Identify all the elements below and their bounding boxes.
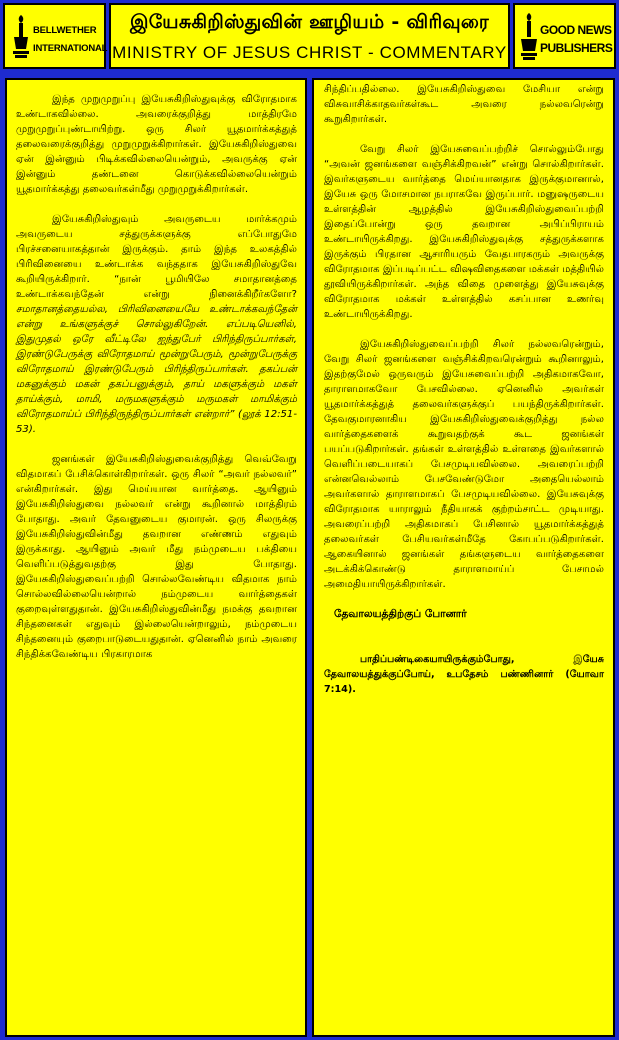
section-heading: தேவாலயத்திற்குப் போனார்: [334, 608, 467, 620]
paragraph: இயேசுகிறிஸ்துவைப்பற்றி சிலர் நல்லவரென்றும், வேறு சிலர் ஜனங்களை வஞ்சிக்கிறவரென்றும் கூறினாலும், இதற்குமேல் ஒருவரும் இயேசுவைப்பற்றி அதிகமாகவோ, தாராளமாகவோ பேசவில்லை. ஏனெனில் அவர்கள் யூதமார்க்கத்துத் தலைவர்களுக்குப் பயந்திருக்கிறார்கள். தேவகுமாரனாகிய இயேசுகிறிஸ்துவைக்குறித்து நல்ல வார்த்தைகளைக் கூறுவதற்குக் கூட ஜனங்கள் பயப்படுகிறார்கள். தங்கள் உள்ளத்தில் உள்ளதை இவர்களால் வெளிப்படையாகப் பேசமுடியவில்லை. அவரைப்பற்றி என்னவெல்லாம் பேசவேண்டுமோ அதையெல்லாம் அவர்களால் தாராளமாகப் பேசமுடியவில்லை. இயேசுவுக்கு விரோதமாக யாராலும் நீதியாகக் குற்றம்சாட்ட முடியாது. அவரைப்பற்றி அதிகமாகப் பேசினால் யூதமார்க்கத்துத் தலைவர்கள் பேசியவர்கள்மீதே கோபப்படுகிறார்கள். ஆகையினால் ஜனங்கள் தங்களுடைய வார்த்தைகளை அடக்கிக்கொண்டு தாராளமாய்ப் பேசாமல் அமைதியாயிருக்கிறார்கள்.: [324, 339, 604, 590]
right-logo-line2: PUBLISHERS: [540, 41, 613, 55]
paragraph-text-italic: சமாதானத்தையல்ல, பிரிவினையையே உண்டாக்கவந்தேன் என்று உங்களுக்குச் சொல்லுகிறேன். எப்படியெனில், இதுமுதல் ஒரே வீட்டிலே ஐந்துபேர் பிரிந்திருப்பார்கள், இரண்டுபேருக்கு விரோதமாய் மூன்றுபேரும், மூன்றுபேருக்கு விரோதமாய் இரண்டுபேரும் பிரிந்திருப்பார்கள். தகப்பன் மகனுக்கும் மகன் தகப்பனுக்கும், தாய் மகளுக்கும் மகள் தாய்க்கும், மாமி, மருமகளுக்கும் மருமகள் மாமிக்கும் விரோதமாய்ப் பிரிந்திருந்திருப்பார்கள் என்றார்” (லூக் 12:51-53).: [16, 304, 297, 435]
bellwether-logo: [11, 13, 108, 61]
left-column: [5, 78, 307, 1037]
left-logo-line1: BELLWETHER: [33, 25, 97, 36]
paragraph: [16, 212, 297, 437]
header: [3, 3, 616, 71]
open-book-icon: [520, 11, 538, 61]
title-box: [109, 3, 510, 69]
bellwether-logo-box: [3, 3, 106, 69]
page-title-english: MINISTRY OF JESUS CHRIST - COMMENTARY: [112, 43, 507, 62]
right-column: [312, 78, 615, 1037]
left-logo-line2: INTERNATIONAL: [33, 43, 108, 54]
good-news-logo: [520, 11, 612, 63]
paragraph: ஜனங்கள் இயேசுகிறிஸ்துவைக்குறித்து வெவ்வேறு விதமாகப் பேசிக்கொள்கிறார்கள். ஒரு சிலர் “அவர் நல்லவர்” என்கிறார்கள். இது மெய்யான வார்த்தை. ஆயினும் இயேசுகிறிஸ்துவை நல்லவர் என்று கூறினால் மாத்திரம் போதாது. அவர் தேவனுடைய குமாரன். ஒரு சிலருக்கு இயேசுகிறிஸ்துவின்மீது தவறான எண்ணம் எதுவும் இருக்காது. ஆயினும் அவர் மீது நம்முடைய பக்தியை வெளிப்படுத்துவதற்கு இது போதாது. இயேசுகிறிஸ்துவைப்பற்றி சொல்லவேண்டிய விதமாக நாம் சொல்லவில்லையென்றால் நம்முடைய வார்த்தைகள் குறைவுள்ளதுதான். இயேசுகிறிஸ்துவின்மீது நமக்கு தவறான சிந்தனைகள் எதுவும் இல்லையென்றாலும், நம்முடைய சிந்தனையும் குறைபாடுடையதுதான். ஏனெனில் நாம் அவரை சிந்திக்கவேண்டிய பிரகாரமாக: [16, 454, 297, 660]
scripture-verse: பாதிப்பண்டிகையாயிருக்கும்போது, இயேசு தேவாலயத்துக்குப்போய், உபதேசம் பண்ணினார் (யோவா 7:14).: [324, 654, 604, 695]
paragraph: இந்த முறுமுறுப்பு இயேசுகிறிஸ்துவுக்கு விரோதமாக உண்டாகவில்லை. அவரைக்குறித்து மாத்திரமே முறுமுறுப்புண்டாயிற்று. ஒரு சிலர் யூதமார்க்கத்துத் தலைவரைக்குறித்து முறுமுறுக்கிறார்கள். இயேசுகிறிஸ்துவை ஏன் இன்னும் பிடிக்கவில்லையென்றும், அவருக்கு ஏன் இன்னும் தண்டனை கொடுக்கவில்லையென்றும் யூதமார்க்கத்து தலைவர்கள்மீது முறுமுறுக்கிறார்கள்.: [16, 94, 297, 195]
paragraph: வேறு சிலர் இயேசுவைப்பற்றிச் சொல்லும்போது “அவன் ஜனங்களை வஞ்சிக்கிறவன்” என்று சொல்கிறார்கள். இவர்களுடைய வார்த்தை மெய்யானதாக இருக்குமானால், இயேசு ஒரு மோசமான நபராகவே இருப்பார். மனுஷருடைய உள்ளத்தின் ஆழத்தில் இயேசுகிறிஸ்துவைப்பற்றி இதைப்போன்று ஒரு தவறான அபிப்பிராயம் உண்டாயிருக்கிறது. இயேசுகிறிஸ்துவுக்கு சத்துருக்களாக இருக்கும் பிரதான ஆசாரியரும் வேதபாரகரும் அவருக்கு விரோதமாக இப்படிப்பட்ட விஷவிதைகளை மக்கள் மத்தியில் தூவியிருக்கிறார்கள். அந்த விதை முளைத்து இயேசுவுக்கு விரோதமாக மக்கள் உள்ளத்தில் கசப்பான உணர்வு உண்டாயிருக்கிறது.: [324, 144, 604, 320]
bellwether-sheep-icon: [11, 13, 31, 59]
good-news-logo-box: [513, 3, 616, 69]
paragraph: சிந்திப்பதில்லை. இயேசுகிறிஸ்துவை மேசியா என்று விசுவாசிக்காதவர்கள்கூட அவரை நல்லவரென்று கூறுகிறார்கள்.: [324, 84, 604, 125]
paragraph-text: இயேசுகிறிஸ்துவும் அவருடைய மார்க்கமும் அவருடைய சத்துருக்களுக்கு எப்போதுமே பிரச்சனையாகத்தான் இருக்கும். தாம் இந்த உலகத்தில் பிரிவினையை உண்டாக்க வந்ததாக இயேசுகிறிஸ்துவே கூறியிருக்கிறார். “நான் பூமியிலே சமாதானத்தை உண்டாக்கவந்தேன் என்று நினைக்கிறீர்களோ?: [16, 214, 297, 300]
right-logo-line1: GOOD NEWS: [540, 23, 612, 37]
page-title-tamil: இயேசுகிறிஸ்துவின் ஊழியம் - விரிவுரை: [130, 11, 489, 33]
